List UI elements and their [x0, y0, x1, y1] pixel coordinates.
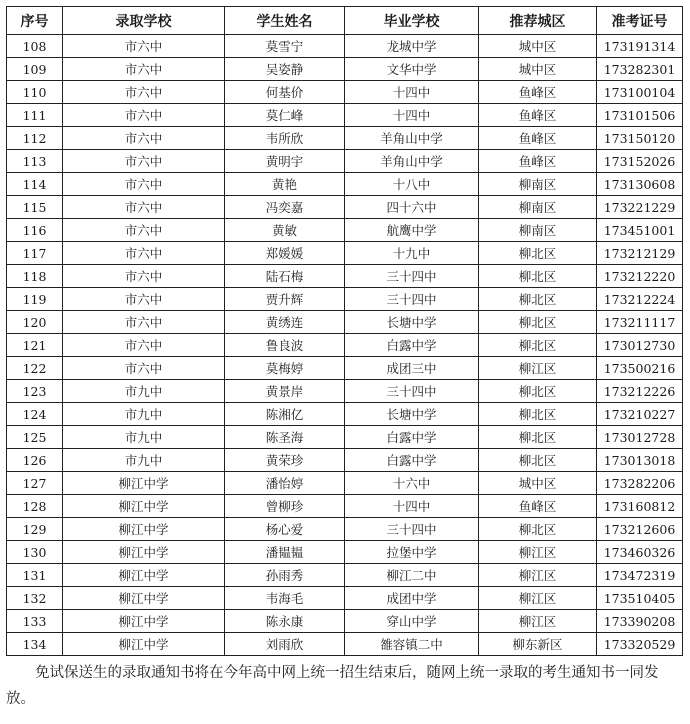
table-row: [7, 472, 683, 495]
cell-exam-id: 173282206: [597, 472, 683, 495]
cell-seq: 129: [7, 518, 63, 541]
cell-graduate-school: 四十六中: [345, 196, 479, 219]
table-row: [7, 495, 683, 518]
cell-seq: 127: [7, 472, 63, 495]
cell-district: 柳北区: [479, 334, 597, 357]
cell-admit-school: 市九中: [63, 449, 225, 472]
cell-exam-id: 173472319: [597, 564, 683, 587]
table-row: [7, 173, 683, 196]
cell-graduate-school: 白露中学: [345, 426, 479, 449]
cell-student-name: 韦所欣: [225, 127, 345, 150]
cell-district: 柳江区: [479, 587, 597, 610]
cell-district: 柳北区: [479, 242, 597, 265]
cell-admit-school: 市六中: [63, 104, 225, 127]
table-row: [7, 127, 683, 150]
cell-admit-school: 市九中: [63, 403, 225, 426]
cell-district: 鱼峰区: [479, 150, 597, 173]
cell-graduate-school: 三十四中: [345, 380, 479, 403]
cell-seq: 123: [7, 380, 63, 403]
cell-student-name: 郑媛媛: [225, 242, 345, 265]
cell-graduate-school: 拉堡中学: [345, 541, 479, 564]
table-row: [7, 311, 683, 334]
cell-district: 鱼峰区: [479, 81, 597, 104]
cell-admit-school: 市六中: [63, 265, 225, 288]
cell-seq: 121: [7, 334, 63, 357]
cell-student-name: 陈永康: [225, 610, 345, 633]
cell-seq: 112: [7, 127, 63, 150]
cell-admit-school: 市六中: [63, 127, 225, 150]
cell-graduate-school: 成团三中: [345, 357, 479, 380]
cell-seq: 133: [7, 610, 63, 633]
table-row: [7, 449, 683, 472]
cell-exam-id: 173460326: [597, 541, 683, 564]
table-row: [7, 541, 683, 564]
table-row: [7, 265, 683, 288]
table-row: [7, 104, 683, 127]
cell-graduate-school: 十四中: [345, 104, 479, 127]
cell-student-name: 吴姿静: [225, 58, 345, 81]
cell-student-name: 莫梅婷: [225, 357, 345, 380]
cell-student-name: 黄荣珍: [225, 449, 345, 472]
header-seq: 序号: [7, 7, 63, 35]
table-row: [7, 150, 683, 173]
cell-graduate-school: 航鹰中学: [345, 219, 479, 242]
cell-admit-school: 市六中: [63, 58, 225, 81]
table-body: [7, 35, 683, 656]
cell-graduate-school: 长塘中学: [345, 403, 479, 426]
footer-note: 免试保送生的录取通知书将在今年高中网上统一招生结束后，随网上统一录取的考生通知书一同发放。: [6, 665, 659, 707]
cell-district: 柳江区: [479, 564, 597, 587]
cell-seq: 124: [7, 403, 63, 426]
cell-seq: 130: [7, 541, 63, 564]
cell-district: 鱼峰区: [479, 104, 597, 127]
admission-table: [6, 6, 683, 656]
cell-exam-id: 173160812: [597, 495, 683, 518]
cell-graduate-school: 柳江二中: [345, 564, 479, 587]
cell-district: 城中区: [479, 58, 597, 81]
cell-district: 鱼峰区: [479, 127, 597, 150]
cell-exam-id: 173012730: [597, 334, 683, 357]
cell-district: 柳江区: [479, 357, 597, 380]
cell-district: 柳北区: [479, 449, 597, 472]
cell-admit-school: 市九中: [63, 380, 225, 403]
cell-admit-school: 市六中: [63, 242, 225, 265]
cell-exam-id: 173390208: [597, 610, 683, 633]
cell-student-name: 潘韫韫: [225, 541, 345, 564]
cell-student-name: 陈湘亿: [225, 403, 345, 426]
cell-district: 鱼峰区: [479, 495, 597, 518]
cell-admit-school: 柳江中学: [63, 472, 225, 495]
cell-student-name: 杨心爱: [225, 518, 345, 541]
cell-student-name: 黄艳: [225, 173, 345, 196]
header-exam-id: 准考证号: [597, 7, 683, 35]
cell-seq: 125: [7, 426, 63, 449]
cell-seq: 109: [7, 58, 63, 81]
cell-admit-school: 柳江中学: [63, 610, 225, 633]
cell-graduate-school: 十四中: [345, 81, 479, 104]
table-row: [7, 587, 683, 610]
cell-admit-school: 柳江中学: [63, 518, 225, 541]
cell-student-name: 孙雨秀: [225, 564, 345, 587]
cell-student-name: 何基价: [225, 81, 345, 104]
cell-admit-school: 市六中: [63, 311, 225, 334]
table-row: [7, 403, 683, 426]
cell-admit-school: 市六中: [63, 35, 225, 58]
cell-district: 柳南区: [479, 196, 597, 219]
cell-exam-id: 173152026: [597, 150, 683, 173]
cell-exam-id: 173210227: [597, 403, 683, 426]
cell-student-name: 韦海毛: [225, 587, 345, 610]
cell-seq: 128: [7, 495, 63, 518]
cell-seq: 122: [7, 357, 63, 380]
cell-district: 城中区: [479, 35, 597, 58]
table-row: [7, 334, 683, 357]
cell-seq: 110: [7, 81, 63, 104]
cell-student-name: 曾柳珍: [225, 495, 345, 518]
cell-district: 柳江区: [479, 541, 597, 564]
header-student-name: 学生姓名: [225, 7, 345, 35]
cell-district: 柳南区: [479, 219, 597, 242]
table-row: [7, 58, 683, 81]
cell-student-name: 陈圣海: [225, 426, 345, 449]
cell-graduate-school: 十九中: [345, 242, 479, 265]
cell-district: 柳北区: [479, 403, 597, 426]
table-row: [7, 564, 683, 587]
cell-seq: 117: [7, 242, 63, 265]
cell-admit-school: 市六中: [63, 196, 225, 219]
cell-student-name: 陆石梅: [225, 265, 345, 288]
cell-graduate-school: 文华中学: [345, 58, 479, 81]
cell-exam-id: 173221229: [597, 196, 683, 219]
cell-admit-school: 市六中: [63, 357, 225, 380]
cell-exam-id: 173320529: [597, 633, 683, 656]
cell-exam-id: 173013018: [597, 449, 683, 472]
table-row: [7, 196, 683, 219]
cell-exam-id: 173211117: [597, 311, 683, 334]
cell-admit-school: 市九中: [63, 426, 225, 449]
table-row: [7, 242, 683, 265]
cell-admit-school: 市六中: [63, 219, 225, 242]
cell-admit-school: 市六中: [63, 288, 225, 311]
cell-student-name: 莫雪宁: [225, 35, 345, 58]
header-graduate-school: 毕业学校: [345, 7, 479, 35]
cell-graduate-school: 长塘中学: [345, 311, 479, 334]
cell-seq: 116: [7, 219, 63, 242]
cell-exam-id: 173212129: [597, 242, 683, 265]
cell-seq: 108: [7, 35, 63, 58]
cell-student-name: 黄景岸: [225, 380, 345, 403]
cell-seq: 126: [7, 449, 63, 472]
cell-exam-id: 173510405: [597, 587, 683, 610]
cell-graduate-school: 羊角山中学: [345, 127, 479, 150]
cell-admit-school: 市六中: [63, 173, 225, 196]
cell-district: 柳北区: [479, 426, 597, 449]
table-row: [7, 633, 683, 656]
cell-admit-school: 市六中: [63, 81, 225, 104]
cell-seq: 132: [7, 587, 63, 610]
cell-graduate-school: 十四中: [345, 495, 479, 518]
table-row: [7, 357, 683, 380]
cell-district: 柳东新区: [479, 633, 597, 656]
table-row: [7, 35, 683, 58]
cell-exam-id: 173282301: [597, 58, 683, 81]
cell-graduate-school: 十八中: [345, 173, 479, 196]
cell-exam-id: 173130608: [597, 173, 683, 196]
cell-admit-school: 柳江中学: [63, 633, 225, 656]
cell-seq: 113: [7, 150, 63, 173]
cell-graduate-school: 白露中学: [345, 334, 479, 357]
cell-seq: 120: [7, 311, 63, 334]
cell-district: 柳北区: [479, 265, 597, 288]
cell-admit-school: 柳江中学: [63, 564, 225, 587]
cell-student-name: 黄明宇: [225, 150, 345, 173]
cell-district: 柳北区: [479, 518, 597, 541]
header-district: 推荐城区: [479, 7, 597, 35]
cell-student-name: 冯奕嘉: [225, 196, 345, 219]
cell-exam-id: 173212220: [597, 265, 683, 288]
cell-exam-id: 173101506: [597, 104, 683, 127]
table-row: [7, 288, 683, 311]
cell-admit-school: 柳江中学: [63, 587, 225, 610]
cell-graduate-school: 穿山中学: [345, 610, 479, 633]
cell-graduate-school: 龙城中学: [345, 35, 479, 58]
cell-district: 柳北区: [479, 311, 597, 334]
cell-seq: 115: [7, 196, 63, 219]
cell-exam-id: 173100104: [597, 81, 683, 104]
cell-district: 柳南区: [479, 173, 597, 196]
header-admit-school: 录取学校: [63, 7, 225, 35]
cell-student-name: 潘怡婷: [225, 472, 345, 495]
cell-graduate-school: 雒容镇二中: [345, 633, 479, 656]
cell-graduate-school: 三十四中: [345, 288, 479, 311]
cell-seq: 118: [7, 265, 63, 288]
cell-graduate-school: 羊角山中学: [345, 150, 479, 173]
cell-student-name: 莫仁峰: [225, 104, 345, 127]
cell-graduate-school: 白露中学: [345, 449, 479, 472]
cell-district: 柳北区: [479, 380, 597, 403]
cell-seq: 134: [7, 633, 63, 656]
table-row: [7, 610, 683, 633]
cell-exam-id: 173212606: [597, 518, 683, 541]
cell-exam-id: 173451001: [597, 219, 683, 242]
table-row: [7, 380, 683, 403]
table-header-row: [7, 7, 683, 35]
cell-graduate-school: 成团中学: [345, 587, 479, 610]
cell-exam-id: 173212224: [597, 288, 683, 311]
cell-student-name: 鲁良波: [225, 334, 345, 357]
cell-admit-school: 市六中: [63, 334, 225, 357]
table-row: [7, 518, 683, 541]
table-row: [7, 81, 683, 104]
cell-admit-school: 柳江中学: [63, 541, 225, 564]
cell-district: 柳北区: [479, 288, 597, 311]
cell-exam-id: 173012728: [597, 426, 683, 449]
cell-student-name: 黄敏: [225, 219, 345, 242]
cell-exam-id: 173150120: [597, 127, 683, 150]
cell-graduate-school: 三十四中: [345, 518, 479, 541]
table-row: [7, 426, 683, 449]
cell-student-name: 黄绣连: [225, 311, 345, 334]
cell-graduate-school: 十六中: [345, 472, 479, 495]
cell-admit-school: 柳江中学: [63, 495, 225, 518]
cell-seq: 114: [7, 173, 63, 196]
cell-admit-school: 市六中: [63, 150, 225, 173]
cell-seq: 131: [7, 564, 63, 587]
table-row: [7, 219, 683, 242]
cell-student-name: 贾升辉: [225, 288, 345, 311]
cell-seq: 119: [7, 288, 63, 311]
cell-district: 城中区: [479, 472, 597, 495]
cell-exam-id: 173500216: [597, 357, 683, 380]
cell-seq: 111: [7, 104, 63, 127]
cell-district: 柳江区: [479, 610, 597, 633]
cell-graduate-school: 三十四中: [345, 265, 479, 288]
cell-exam-id: 173212226: [597, 380, 683, 403]
cell-exam-id: 173191314: [597, 35, 683, 58]
cell-student-name: 刘雨欣: [225, 633, 345, 656]
